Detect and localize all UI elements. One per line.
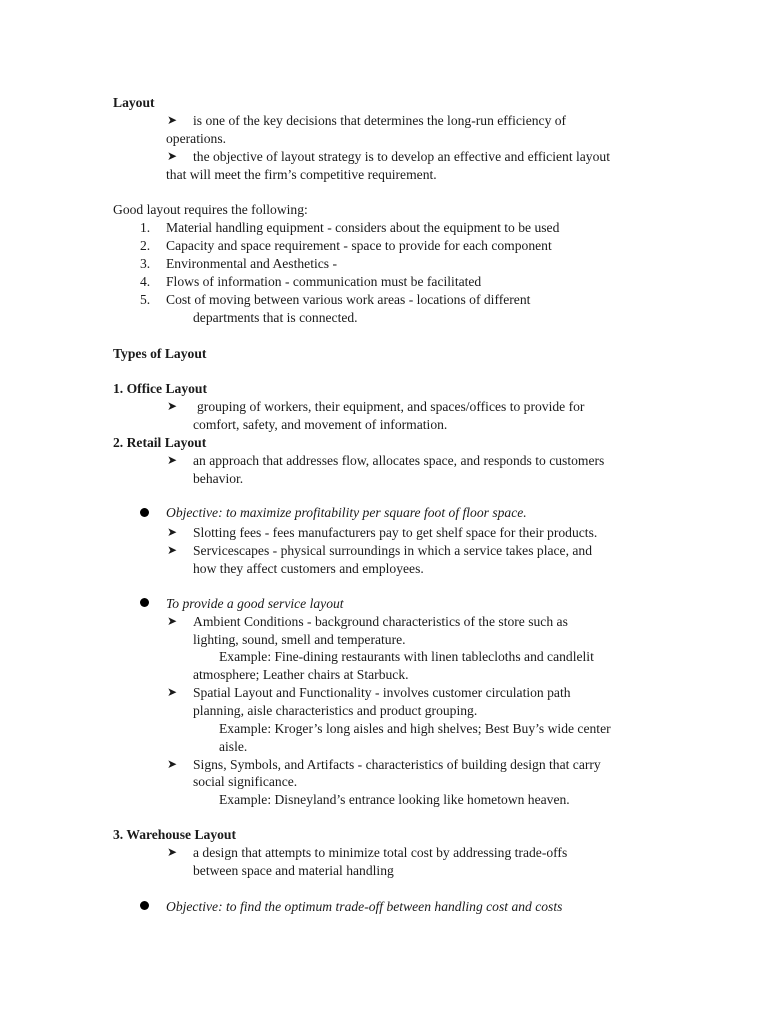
- ambient-example-line-1: Example: Fine-dining restaurants with linen tablecloths and candlelit: [219, 649, 594, 664]
- requirement-number: 5.: [140, 292, 151, 307]
- ambient-line-1: Ambient Conditions - background characteristics of the store such as: [193, 614, 568, 629]
- retail-layout-heading: 2. Retail Layout: [113, 435, 207, 450]
- round-bullet-icon: [140, 598, 149, 607]
- layout-point-1-line-1: is one of the key decisions that determines the long-run efficiency of: [193, 113, 567, 128]
- slotting-fees-line: Slotting fees - fees manufacturers pay to get shelf space for their products.: [193, 525, 598, 540]
- servicescapes-line-2: how they affect customers and employees.: [193, 561, 424, 576]
- spatial-line-1: Spatial Layout and Functionality - involves customer circulation path: [193, 685, 571, 700]
- retail-objective: Objective: to maximize profitability per square foot of floor space.: [166, 505, 527, 520]
- requirement-text: Environmental and Aesthetics -: [166, 256, 338, 271]
- section-heading-types: Types of Layout: [113, 346, 207, 361]
- spatial-line-2: planning, aisle characteristics and product grouping.: [193, 703, 478, 718]
- arrow-bullet-icon: ➤: [167, 399, 178, 413]
- requirement-number: 1.: [140, 220, 151, 235]
- arrow-bullet-icon: ➤: [167, 453, 178, 467]
- arrow-bullet-icon: ➤: [167, 525, 178, 539]
- service-layout-heading: To provide a good service layout: [166, 596, 344, 611]
- arrow-bullet-icon: ➤: [167, 685, 178, 699]
- warehouse-layout-heading: 3. Warehouse Layout: [113, 827, 236, 842]
- arrow-bullet-icon: ➤: [167, 845, 178, 859]
- spatial-example-line-1: Example: Kroger’s long aisles and high shelves; Best Buy’s wide center: [219, 721, 611, 736]
- warehouse-point-line-2: between space and material handling: [193, 863, 394, 878]
- retail-point-line-1: an approach that addresses flow, allocates space, and responds to customers: [193, 453, 605, 468]
- requirement-text: Cost of moving between various work areas - locations of different: [166, 292, 531, 307]
- arrow-bullet-icon: ➤: [167, 614, 178, 628]
- warehouse-point-line-1: a design that attempts to minimize total cost by addressing trade-offs: [193, 845, 568, 860]
- office-layout-heading: 1. Office Layout: [113, 381, 208, 396]
- warehouse-objective: Objective: to find the optimum trade-off between handling cost and costs: [166, 899, 563, 914]
- requirement-number: 4.: [140, 274, 151, 289]
- servicescapes-line-1: Servicescapes - physical surroundings in which a service takes place, and: [193, 543, 592, 558]
- requirement-text: Capacity and space requirement - space to provide for each component: [166, 238, 552, 253]
- round-bullet-icon: [140, 508, 149, 517]
- arrow-bullet-icon: ➤: [167, 757, 178, 771]
- signs-example-line-1: Example: Disneyland’s entrance looking like hometown heaven.: [219, 792, 570, 807]
- layout-point-2-line-2: that will meet the firm’s competitive requirement.: [166, 167, 437, 182]
- spatial-example-line-2: aisle.: [219, 739, 248, 754]
- requirement-text: Material handling equipment - considers about the equipment to be used: [166, 220, 560, 235]
- retail-point-line-2: behavior.: [193, 471, 244, 486]
- arrow-bullet-icon: ➤: [167, 113, 178, 127]
- requirement-text: Flows of information - communication must be facilitated: [166, 274, 482, 289]
- section-heading-layout: Layout: [113, 95, 155, 110]
- ambient-line-2: lighting, sound, smell and temperature.: [193, 632, 406, 647]
- signs-line-2: social significance.: [193, 774, 298, 789]
- arrow-bullet-icon: ➤: [167, 543, 178, 557]
- office-point-line-1: grouping of workers, their equipment, and spaces/offices to provide for: [197, 399, 585, 414]
- requirement-number: 2.: [140, 238, 151, 253]
- requirement-text-continued: departments that is connected.: [193, 310, 358, 325]
- layout-point-1-line-2: operations.: [166, 131, 227, 146]
- good-layout-intro: Good layout requires the following:: [113, 202, 308, 217]
- arrow-bullet-icon: ➤: [167, 149, 178, 163]
- ambient-example-line-2: atmosphere; Leather chairs at Starbuck.: [193, 667, 409, 682]
- layout-point-2-line-1: the objective of layout strategy is to develop an effective and efficient layout: [193, 149, 610, 164]
- requirement-number: 3.: [140, 256, 151, 271]
- round-bullet-icon: [140, 901, 149, 910]
- signs-line-1: Signs, Symbols, and Artifacts - characteristics of building design that carry: [193, 757, 601, 772]
- office-point-line-2: comfort, safety, and movement of information.: [193, 417, 448, 432]
